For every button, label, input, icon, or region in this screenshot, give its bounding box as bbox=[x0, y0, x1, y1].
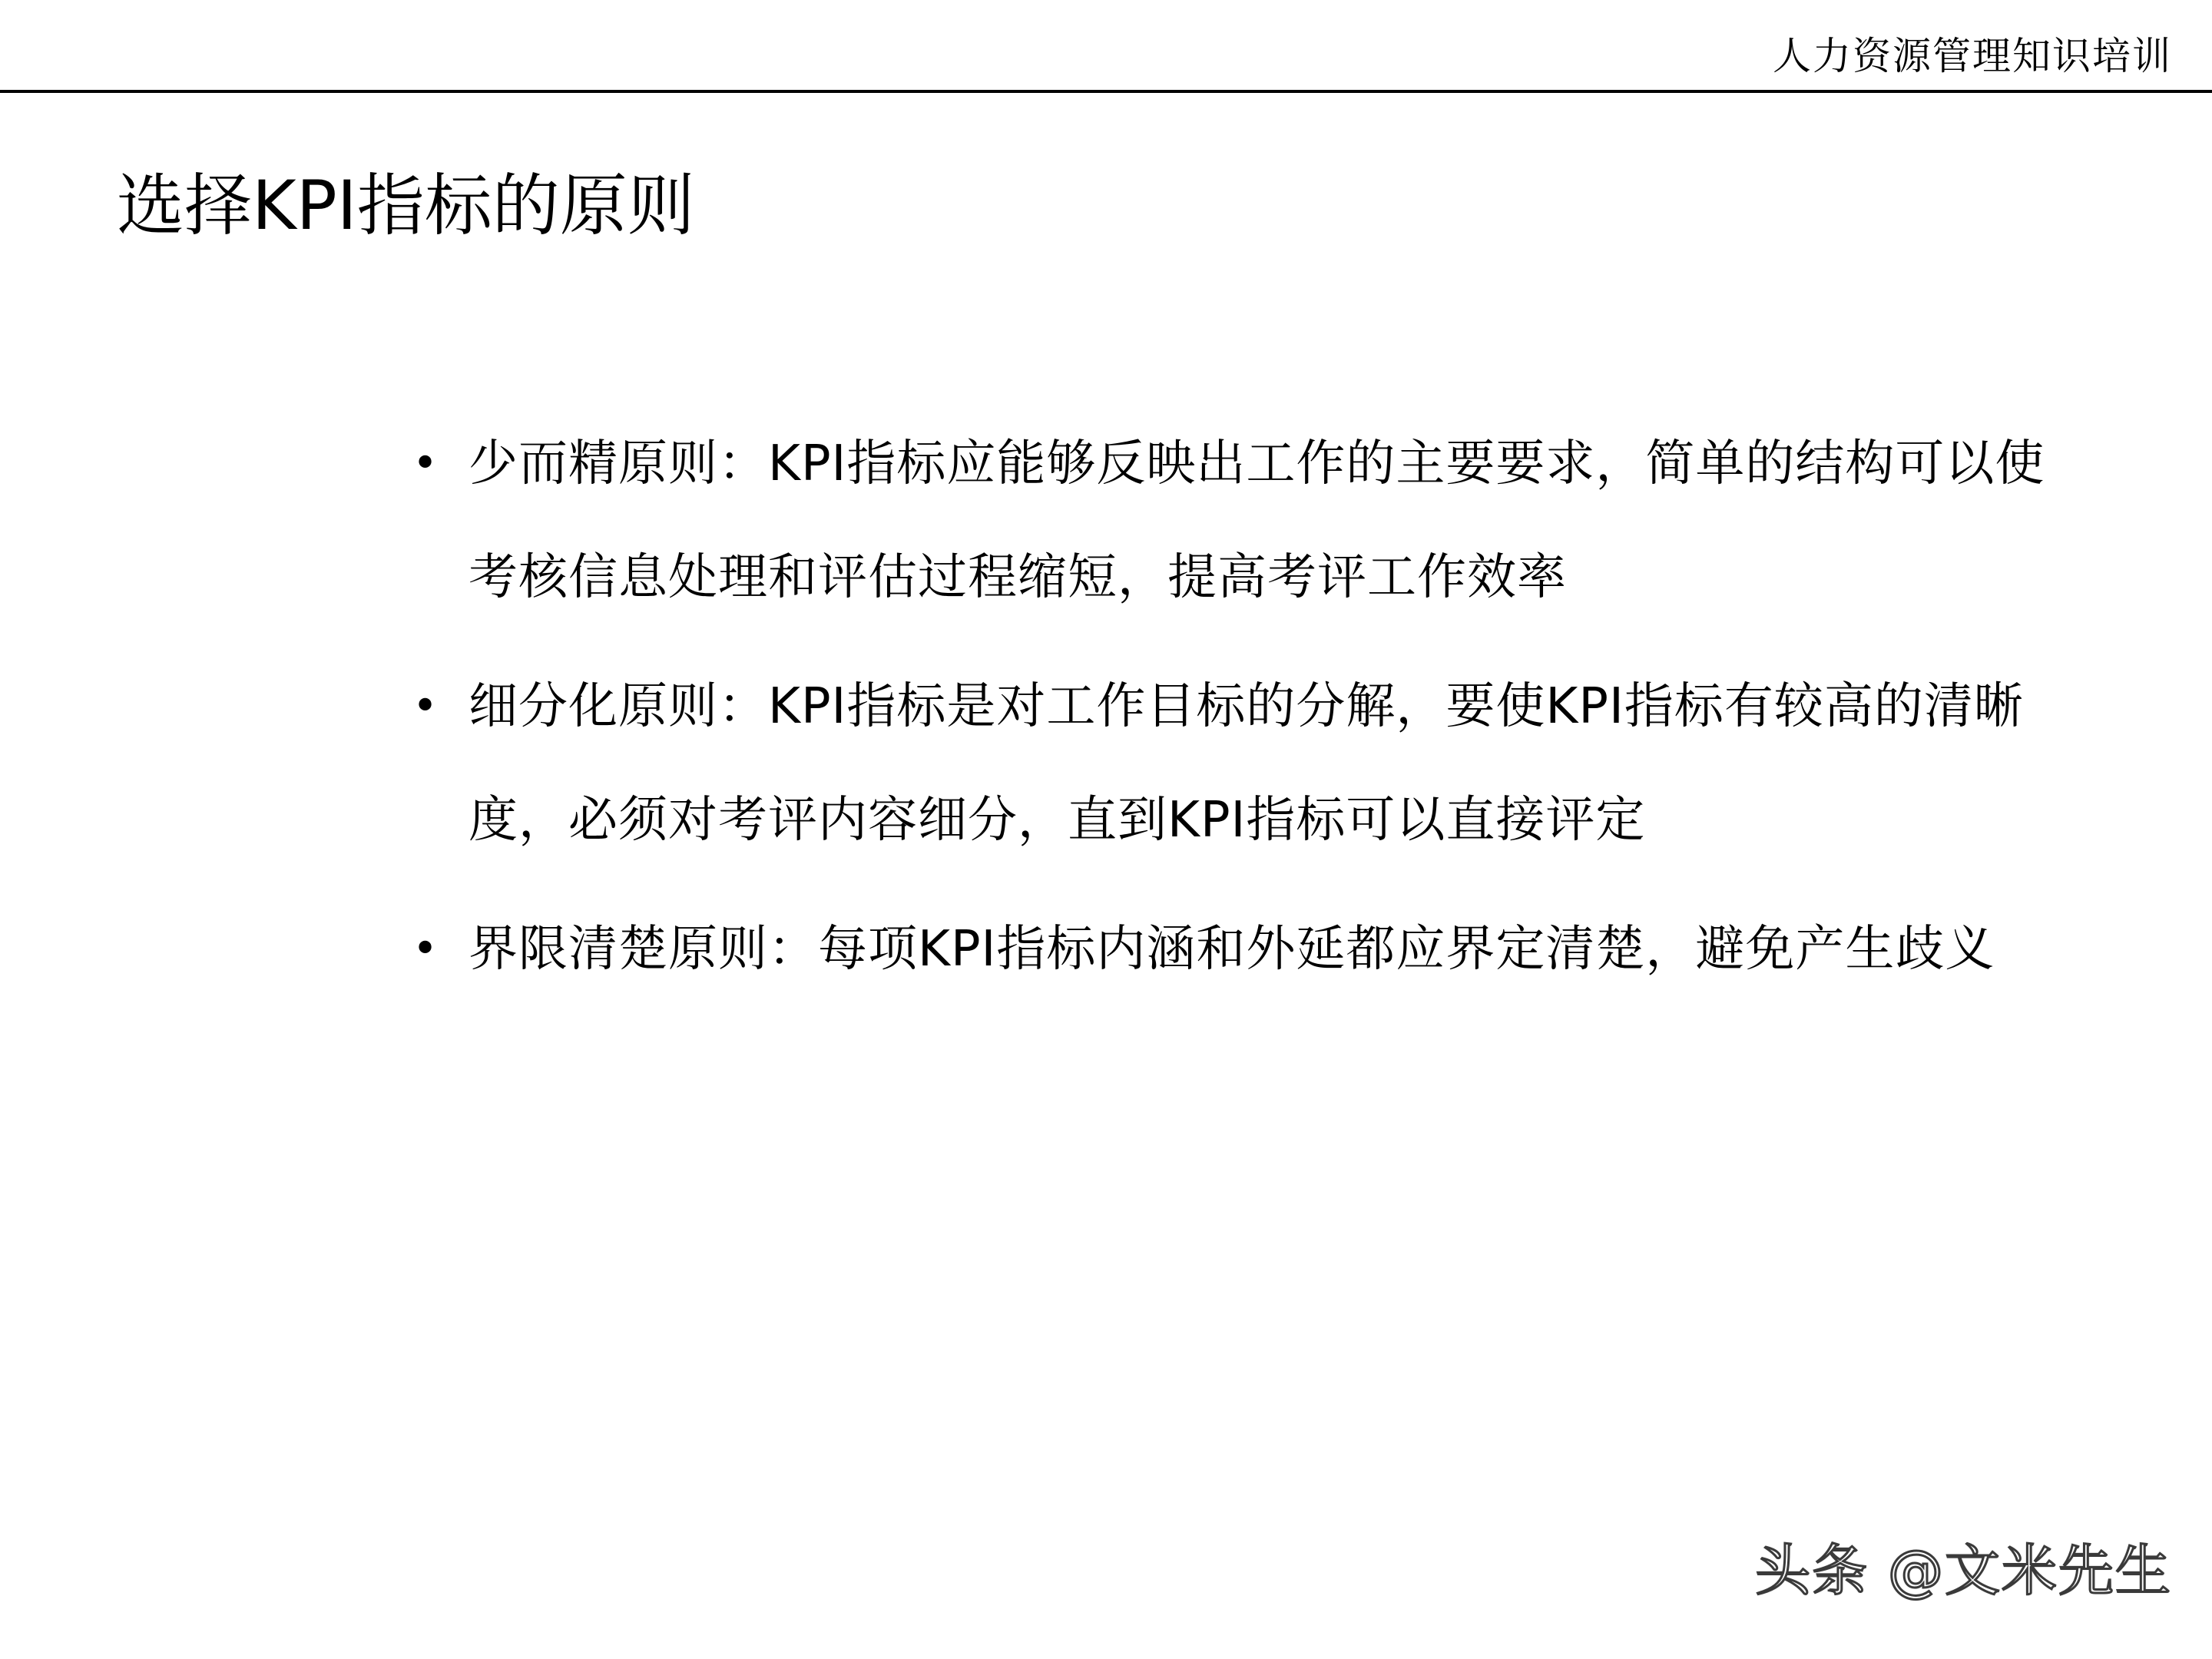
header-title: 人力资源管理知识培训 bbox=[1773, 34, 2172, 78]
bullet-marker: • bbox=[412, 924, 439, 974]
page-title: 选择KPI指标的原则 bbox=[117, 166, 695, 245]
watermark: 头条 @文米先生 bbox=[1755, 1538, 2172, 1603]
bullet-text: 细分化原则：KPI指标是对工作目标的分解，要使KPI指标有较高的清晰度，必须对考评内容细分，直到KPI指标可以直接评定 bbox=[469, 678, 2024, 849]
list-item bbox=[407, 892, 2058, 1006]
bullet-marker: • bbox=[412, 681, 439, 731]
header-divider bbox=[0, 90, 2212, 93]
bullet-list bbox=[407, 407, 2058, 1022]
bullet-text: 少而精原则：KPI指标应能够反映出工作的主要要求，简单的结构可以使考核信息处理和评估过程缩短，提高考评工作效率 bbox=[469, 435, 2045, 606]
list-item bbox=[407, 650, 2058, 877]
bullet-text: 界限清楚原则：每项KPI指标内涵和外延都应界定清楚，避免产生歧义 bbox=[469, 921, 1995, 978]
bullet-marker: • bbox=[412, 439, 439, 488]
list-item bbox=[407, 407, 2058, 634]
